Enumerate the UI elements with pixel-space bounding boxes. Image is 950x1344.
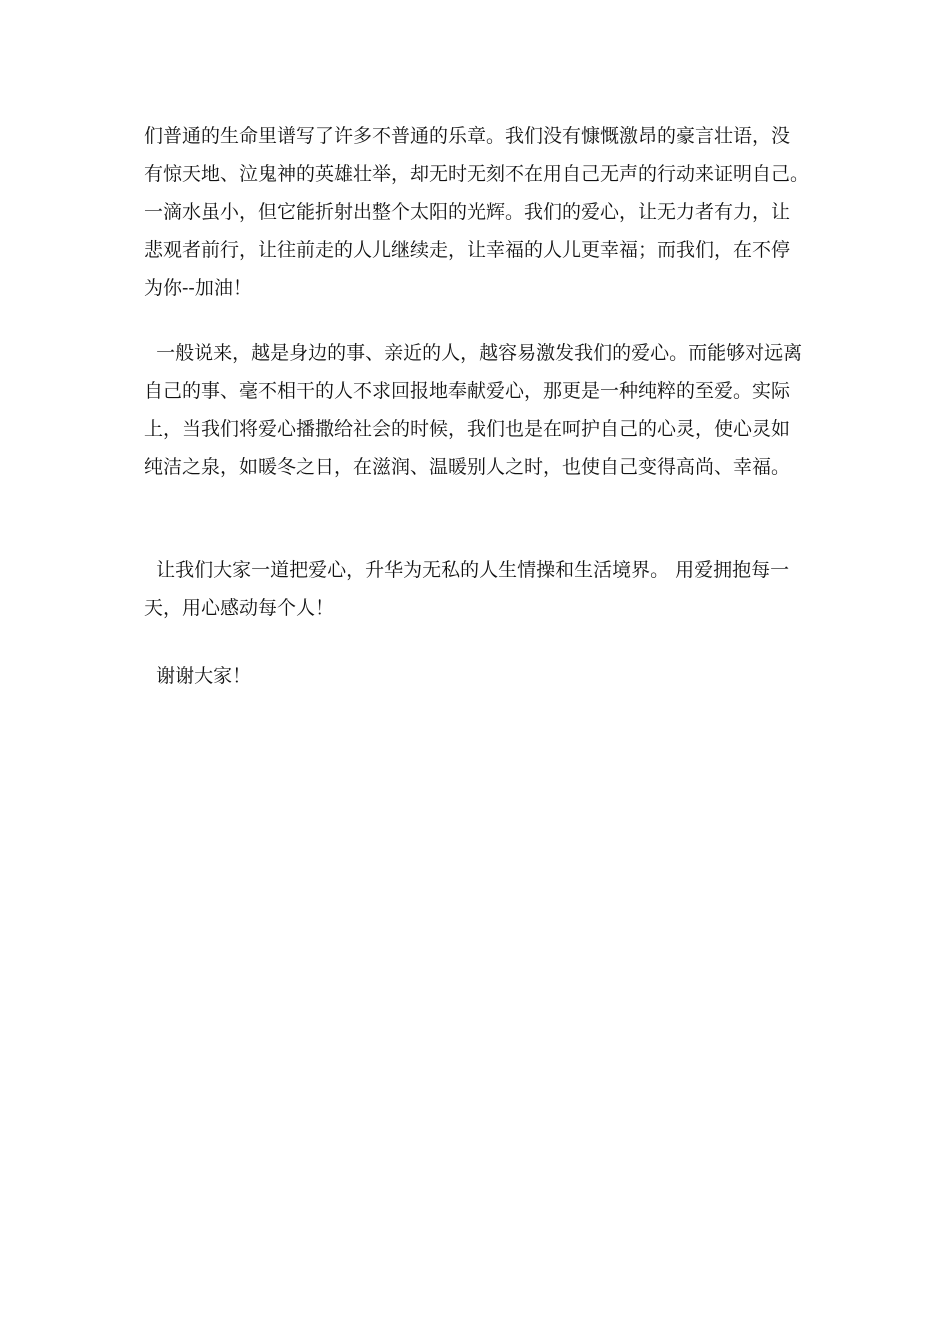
paragraph-line: 天，用心感动每个人！ (144, 597, 335, 619)
paragraph-line: 自己的事、毫不相干的人不求回报地奉献爱心，那更是一种纯粹的至爱。实际 (144, 380, 791, 402)
paragraph-line: 有惊天地、泣鬼神的英雄壮举，却无时无刻不在用自己无声的行动来证明自己。 (144, 163, 810, 185)
paragraph-line: 纯洁之泉，如暖冬之日，在滋润、温暖别人之时，也使自己变得高尚、幸福。 (144, 456, 791, 478)
paragraph-line: 一般说来，越是身边的事、亲近的人，越容易激发我们的爱心。而能够对远离 (144, 342, 803, 364)
paragraph-line: 谢谢大家！ (144, 665, 252, 687)
paragraph-line: 一滴水虽小，但它能折射出整个太阳的光辉。我们的爱心，让无力者有力，让 (144, 201, 791, 223)
paragraph-line: 们普通的生命里谱写了许多不普通的乐章。我们没有慷慨激昂的豪言壮语，没 (144, 125, 791, 147)
paragraph-line: 让我们大家一道把爱心，升华为无私的人生情操和生活境界。 用爱拥抱每一 (144, 559, 790, 581)
paragraph-line: 为你--加油！ (144, 277, 252, 299)
paragraph-line: 上，当我们将爱心播撒给社会的时候，我们也是在呵护自己的心灵，使心灵如 (144, 418, 791, 440)
paragraph-line: 悲观者前行，让往前走的人儿继续走，让幸福的人儿更幸福；而我们，在不停 (144, 239, 791, 261)
